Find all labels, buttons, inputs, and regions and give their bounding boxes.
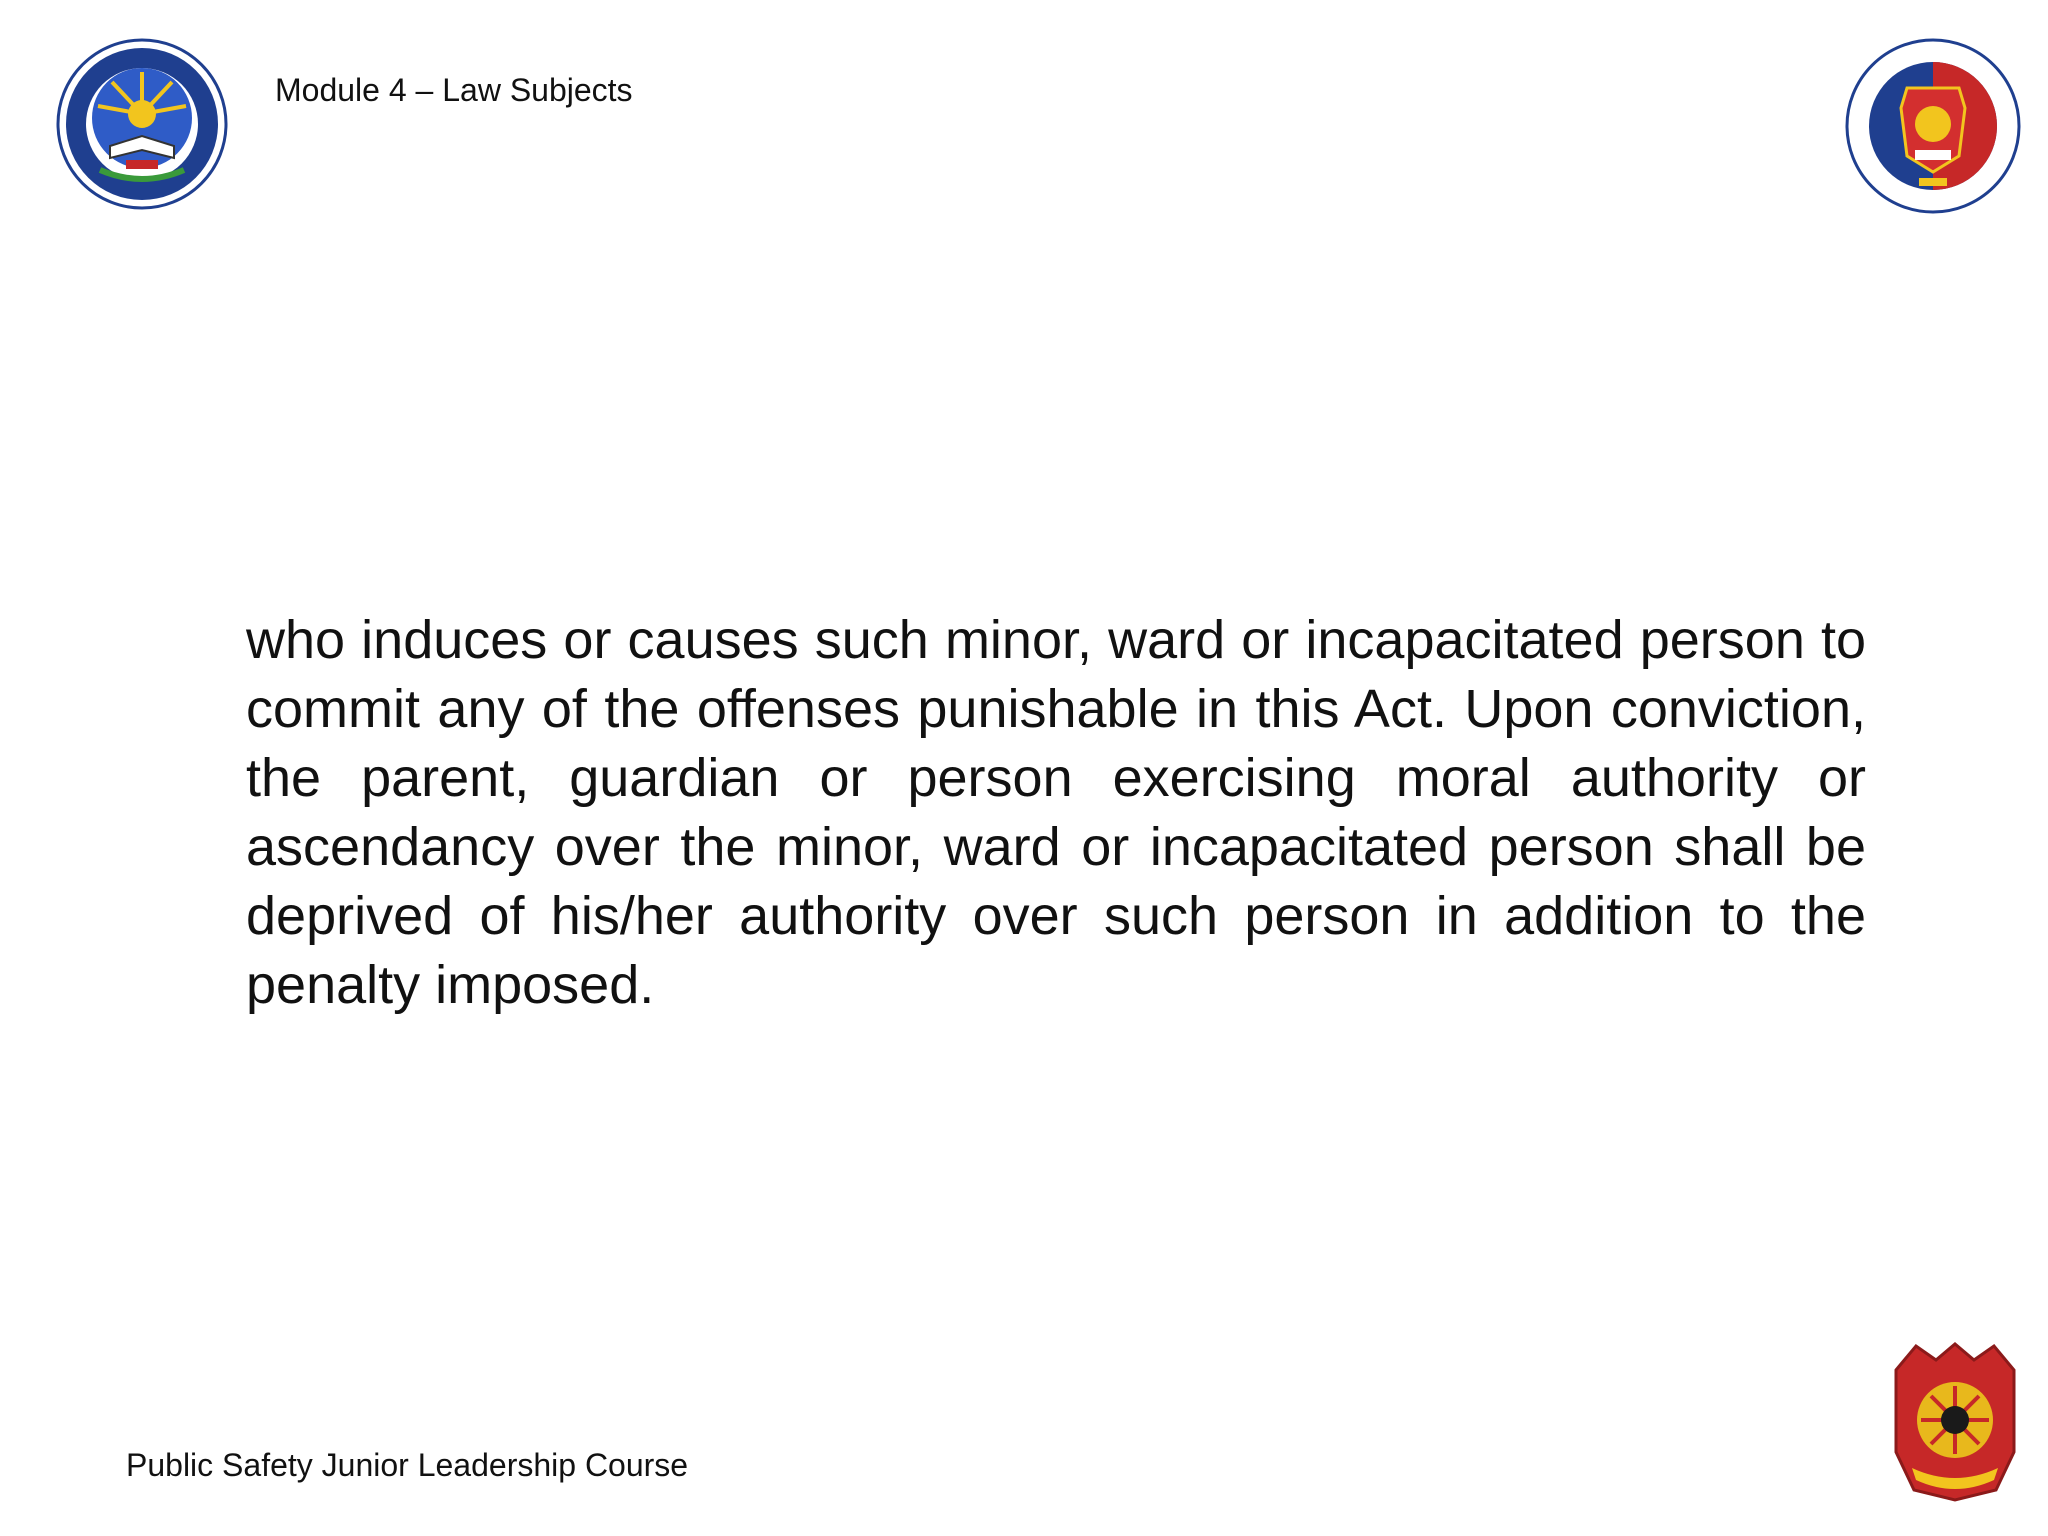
module-title: Module 4 – Law Subjects bbox=[275, 72, 633, 108]
body-paragraph: who induces or causes such minor, ward or incapacitated person to commit any of the offenses punishable in this Act. Upon conviction, the parent, guardian or person exercising moral authority or ascendancy over the minor, ward or incapacitated person shall be deprived of his/her authority over such person in addition to the penalty imposed. bbox=[246, 610, 1866, 1015]
pnp-badge-icon bbox=[1886, 1340, 2024, 1502]
institution-seal-icon bbox=[56, 38, 228, 210]
pnp-training-institute-seal-icon bbox=[1845, 38, 2021, 214]
course-title: Public Safety Junior Leadership Course bbox=[126, 1447, 689, 1483]
